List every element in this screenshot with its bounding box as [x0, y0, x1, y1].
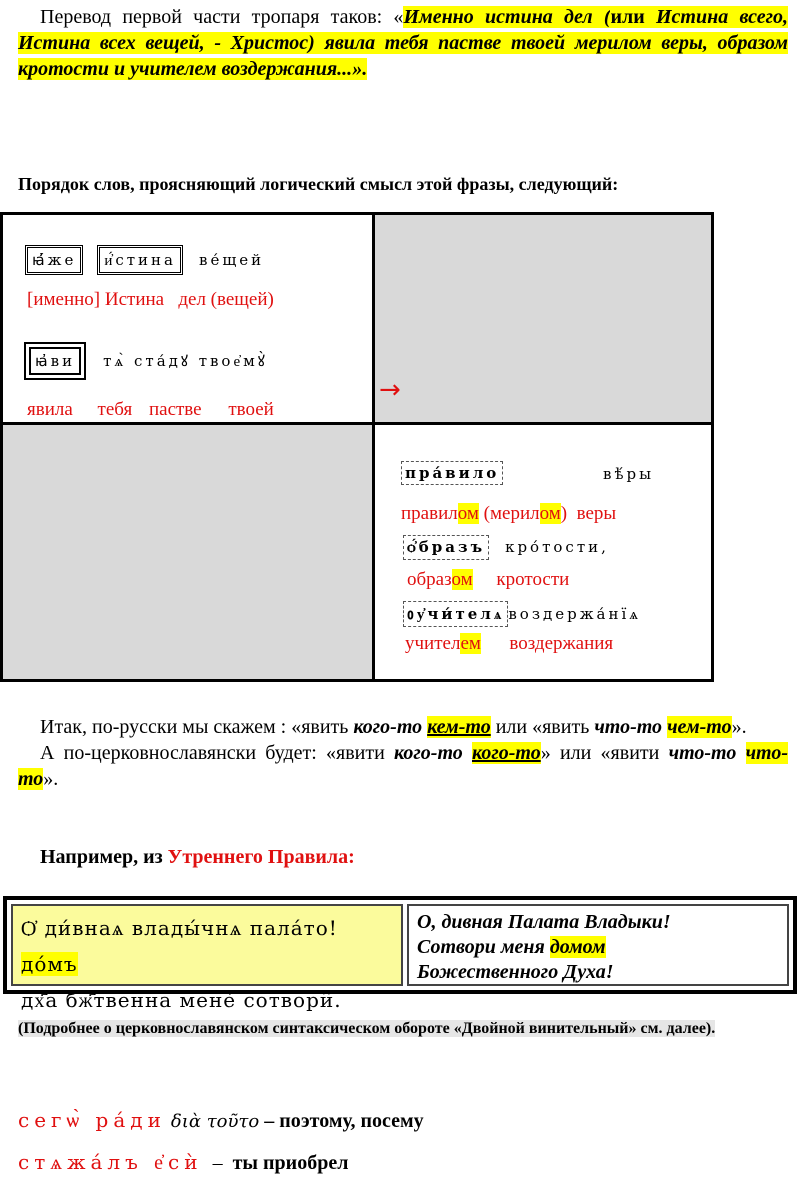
intro-tail: ».	[352, 58, 368, 80]
ru-krotosti: кротости	[472, 569, 570, 590]
slav-word-very: вѣ́ры	[603, 465, 655, 483]
gloss-line-2: стѧжа́лъ е҆сѝ – ты приобрел	[18, 1150, 349, 1174]
slav-word-dom: до́мъ	[21, 952, 78, 976]
ru-ending-om-2: ом	[539, 503, 561, 524]
slav-word-obraz: ѻ҆́бразъ	[403, 535, 489, 560]
cell-top-right	[375, 215, 711, 425]
ru-ending-om-3: ом	[451, 569, 473, 590]
ru-meril: (мерил	[478, 503, 540, 524]
word-order-heading: Порядок слов, проясняющий логический смысл этой фразы, следующий:	[18, 174, 619, 194]
slav-word-yavi: ꙗ҆ви	[29, 347, 81, 375]
ru-pravil: правил	[401, 503, 458, 524]
cell-bottom-right	[375, 425, 711, 679]
ru-uchitel: учител	[405, 633, 461, 654]
example-slavonic-text	[13, 906, 401, 1022]
row-uchitel-slavonic	[403, 601, 641, 627]
gloss-slavonic-1: сегѡ̀ ра́ди	[18, 1108, 166, 1132]
slav-word-vozderzhaniya: воздержа́нїѧ	[508, 605, 642, 623]
intro-quote-c: Истина всего, Истина всех вещей, - Христос) явила тебя пастве твоей мерилом веры, образом кротости и учителем воздержания...	[18, 6, 788, 80]
gloss-russian-1: поэтому, посему	[279, 1110, 424, 1132]
example-russian-cell	[407, 904, 789, 986]
row2-russian	[27, 399, 274, 421]
intro-lead: Перевод первой части тропаря таков: «	[40, 6, 404, 28]
slav-line-1: Ѻ҆ ди́внаѧ влады́чнѧ пала́то!	[21, 916, 338, 940]
row-pravilo-slavonic	[401, 461, 701, 485]
ru-line-1: О, дивная Палата Владыки!	[417, 911, 671, 933]
cell-top-left	[3, 215, 375, 425]
row-uchitel-russian	[405, 633, 613, 655]
slav-word-yazhe: ꙗ҆́же	[25, 245, 83, 275]
slav-word-krotosti: кро́тости,	[505, 538, 609, 556]
row1-russian: [именно] Истина дел (вещей)	[27, 289, 274, 310]
cell-bottom-left	[3, 425, 375, 679]
ru-line-3: Божественного Духа!	[417, 961, 614, 983]
ru-vozderzhaniya: воздержания	[480, 633, 614, 654]
summary-russian: Итак, по-русски мы скажем : «явить кого-то кем-то или «явить что-то чем-то».	[40, 716, 747, 738]
example-slavonic-cell	[11, 904, 403, 1012]
ru-word-tebya: тебя	[97, 399, 133, 420]
ru-word-pastve: пастве	[148, 399, 202, 420]
gloss-russian-2: ты приобрел	[232, 1152, 349, 1174]
intro-quote-or: или	[610, 6, 645, 28]
row-obraz-russian	[407, 569, 569, 591]
note-paragraph: (Подробнее о церковнославянском синтаксическом обороте «Двойной винительный» см. далее).	[18, 1020, 716, 1037]
arrow-right-icon: →	[379, 375, 401, 405]
ru-word-tvoei: твоей	[228, 399, 274, 420]
ru-line-2: Сотвори меня домом	[417, 936, 606, 958]
gloss-greek-1: διὰ τοῦτο	[170, 1111, 260, 1132]
ru-ending-em: ем	[460, 633, 481, 654]
ru-word-yavila: явила	[27, 399, 73, 420]
word-order-table	[0, 212, 714, 682]
example-table	[3, 896, 797, 1012]
slav-phrase-tya-stadu: тѧ̀ ста́дꙋ твое҆мꙋ̀	[103, 352, 268, 370]
example-heading: Например, из Утреннего Правила:	[40, 846, 355, 868]
intro-quote-a: Именно истина дел (	[403, 6, 611, 28]
summary-slavonic: А по-церковнославянски будет: «явити кого-то кого-то» или «явити что-то что-то».	[18, 742, 789, 790]
gloss-line-1: сегѡ̀ ра́ди διὰ τοῦτο – поэтому, посему	[18, 1108, 424, 1132]
row-pravilo-russian	[401, 503, 616, 525]
ru-obraz: образ	[407, 569, 452, 590]
slav-word-veshchei: ве́щей	[199, 251, 265, 269]
row1-slavonic	[25, 245, 264, 275]
slav-word-uchitelya: ᲂу҆чи́телѧ	[403, 601, 508, 627]
slav-line-2: дх҃а бж҃твенна менѐ сотвори̑.	[21, 988, 342, 1012]
ru-ending-om: ом	[457, 503, 479, 524]
slav-word-istina: и҆́стина	[97, 245, 183, 275]
slav-word-pravilo: пра́вило	[401, 461, 503, 485]
ru-very: ) веры	[560, 503, 617, 524]
row2-slavonic	[29, 347, 268, 375]
gloss-slavonic-2: стѧжа́лъ е҆сѝ	[18, 1150, 203, 1174]
summary-paragraphs	[18, 714, 788, 792]
row-obraz-slavonic	[403, 535, 609, 560]
ru-word-domom: домом	[549, 936, 606, 958]
intro-paragraph	[18, 4, 788, 82]
